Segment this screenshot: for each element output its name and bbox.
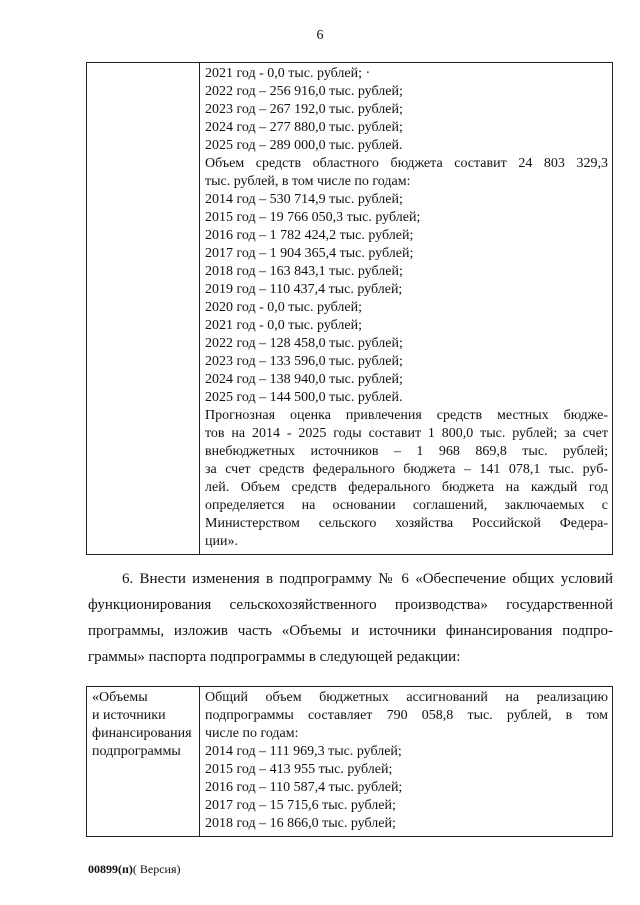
table1-line: 2018 год – 163 843,1 тыс. рублей; [205,264,403,279]
table1-line: 2015 год – 19 766 050,3 тыс. рублей; [205,210,421,225]
table1-line: Министерством сельского хозяйства Российской Федера- [205,516,608,531]
table2-line: 2017 год – 15 715,6 тыс. рублей; [205,798,396,813]
table2-right-cell [200,687,613,837]
table2-left-cell [87,687,200,837]
table2-line: подпрограммы составляет 790 058,8 тыс. рублей, в том [205,708,608,723]
table1-line: 2020 год - 0,0 тыс. рублей; [205,300,363,315]
document-version: ( Версия) [132,862,181,876]
table1-line: 2014 год – 530 714,9 тыс. рублей; [205,192,403,207]
table1-line: 2019 год – 110 437,4 тыс. рублей; [205,282,403,297]
table1-line: 2024 год – 277 880,0 тыс. рублей; [205,120,403,135]
paragraph-line: 6. Внести изменения в подпрограмму № 6 «Обеспечение общих условий [122,571,613,587]
paragraph-line: граммы» паспорта подпрограммы в следующей редакции: [88,649,461,665]
table2-line: Общий объем бюджетных ассигнований на реализацию [205,690,608,705]
table1-line: 2021 год - 0,0 тыс. рублей; · [205,66,371,81]
table1-line: 2023 год – 267 192,0 тыс. рублей; [205,102,403,117]
table1-left-cell [87,63,200,555]
table1-line: лей. Объем средств федерального бюджета на каждый год [205,480,608,495]
table2-left-line: финансирования [92,726,192,741]
table1-right-cell [200,63,613,555]
table1-line: 2025 год – 289 000,0 тыс. рублей. [205,138,403,153]
table2-left-line: подпрограммы [92,744,181,759]
table2-line: 2014 год – 111 969,3 тыс. рублей; [205,744,402,759]
table1-line: 2023 год – 133 596,0 тыс. рублей; [205,354,403,369]
document-code: 00899(п) [88,862,133,876]
page-number: 6 [316,28,324,43]
table1-line: 2017 год – 1 904 365,4 тыс. рублей; [205,246,414,261]
table1-line: ции». [205,534,238,549]
table2-line: 2018 год – 16 866,0 тыс. рублей; [205,816,396,831]
table2-line: числе по годам: [205,726,299,741]
table1-line: 2022 год – 128 458,0 тыс. рублей; [205,336,403,351]
table1-line: 2024 год – 138 940,0 тыс. рублей; [205,372,403,387]
table1-line: тов на 2014 - 2025 годы составит 1 800,0 тыс. рублей; за счет [205,426,608,441]
paragraph-line: функционирования сельскохозяйственного производства» государственной [88,597,613,613]
table1-line: тыс. рублей, в том числе по годам: [205,174,411,189]
table1-line: 2016 год – 1 782 424,2 тыс. рублей; [205,228,414,243]
table2-left-line: «Объемы [92,690,148,705]
footer [88,862,181,877]
table1-line: Объем средств областного бюджета составит 24 803 329,3 [205,156,608,171]
financing-table-continued [86,62,613,555]
table1-line: внебюджетных источников – 1 968 869,8 тыс. рублей; [205,444,608,459]
amendment-paragraph [88,566,613,670]
table1-line: определяется на основании соглашений, заключаемых с [205,498,608,513]
table2-line: 2015 год – 413 955 тыс. рублей; [205,762,393,777]
table1-line: 2021 год - 0,0 тыс. рублей; [205,318,363,333]
table1-line: 2025 год – 144 500,0 тыс. рублей. [205,390,403,405]
table1-line: 2022 год – 256 916,0 тыс. рублей; [205,84,403,99]
subprogram-financing-table [86,686,613,837]
paragraph-line: программы, изложив часть «Объемы и источники финансирования подпро- [88,623,613,639]
table1-line: Прогнозная оценка привлечения средств местных бюдже- [205,408,608,423]
table1-line: за счет средств федерального бюджета – 141 078,1 тыс. руб- [205,462,608,477]
table2-left-line: и источники [92,708,166,723]
table2-line: 2016 год – 110 587,4 тыс. рублей; [205,780,403,795]
